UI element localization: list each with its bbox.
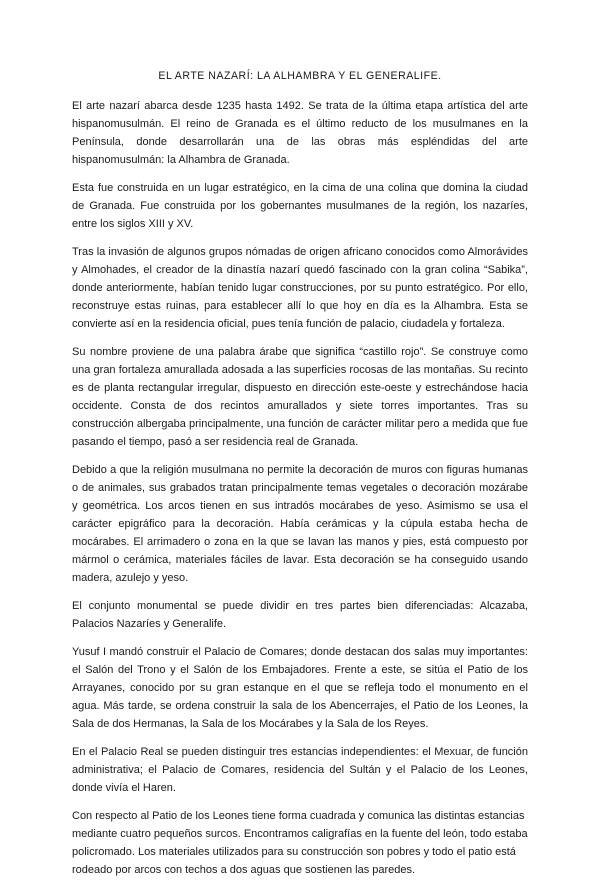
paragraph-name-origin: Su nombre proviene de una palabra árabe que significa “castillo rojo”. Se construye como una gran fortaleza amurallada adosada a las superficies rocosas de las montañas. Su recinto es de planta rectangular irregular, dispuesto en dirección este-oeste y estrechándose hacia occidente. Consta de dos recintos amurallados y siete torres importantes. Tras su construcción albergaba principalmente, una función de carácter militar pero a medida que fue pasando el tiempo, pasó a ser residencia real de Granada. xyxy=(72,346,528,448)
paragraph-divisions: El conjunto monumental se puede dividir en tres partes bien diferenciadas: Alcazaba, Palacios Nazaríes y Generalife. xyxy=(72,600,528,630)
document-title: EL ARTE NAZARÍ: LA ALHAMBRA Y EL GENERALIFE. xyxy=(158,70,442,82)
paragraph-intro: El arte nazarí abarca desde 1235 hasta 1492. Se trata de la última etapa artística del arte hispanomusulmán. El reino de Granada es el último reducto de los musulmanes en la Península, donde desarrollarán una de las obras más espléndidas del arte hispanomusulmán: la Alhambra de Granada. xyxy=(72,100,528,166)
paragraph-royal-palace: En el Palacio Real se pueden distinguir tres estancias independientes: el Mexuar, de función administrativa; el Palacio de Comares, residencia del Sultán y el Palacio de los Leones, donde vivía el Haren. xyxy=(72,746,528,794)
paragraph-patio-leones: Con respecto al Patio de los Leones tiene forma cuadrada y comunica las distintas estancias mediante cuatro pequeños surcos. Encontramos caligrafías en la fuente del león, todo estaba policromado. Los materiales utilizados para su construcción son pobres y todo el patio está rodeado por arcos con techos a dos aguas que sostienen las paredes. xyxy=(72,810,528,876)
document-body xyxy=(72,97,528,889)
paragraph-decoration: Debido a que la religión musulmana no permite la decoración de muros con figuras humanas o de animales, sus grabados tratan principalmente temas vegetales o decoración mozárabe y geométrica. Los arcos tienen en sus intradós mocárabes de yeso. Asimismo se usa el carácter epigráfico para la decoración. Había cerámicas y la cúpula estaba hecha de mocárabes. El arrimadero o zona en la que se lavan las manos y pies, está compuesto por mármol o cerámica, materiales fáciles de lavar. Esta decoración se ha conseguido usando madera, azulejo y yeso. xyxy=(72,464,528,584)
paragraph-location: Esta fue construida en un lugar estratégico, en la cima de una colina que domina la ciudad de Granada. Fue construida por los gobernantes musulmanes de la región, los nazaríes, entre los siglos XIII y XV. xyxy=(72,182,528,230)
paragraph-yusuf: Yusuf I mandó construir el Palacio de Comares; donde destacan dos salas muy importantes: el Salón del Trono y el Salón de los Embajadores. Frente a este, se sitúa el Patio de los Arrayanes, conocido por su gran estanque en el que se refleja todo el monumento en el agua. Más tarde, se ordena construir la sala de los Abencerrajes, el Patio de los Leones, la Sala de dos Hermanas, la Sala de los Mocárabes y la Sala de los Reyes. xyxy=(72,646,528,730)
paragraph-history: Tras la invasión de algunos grupos nómadas de origen africano conocidos como Almorávides y Almohades, el creador de la dinastía nazarí quedó fascinado con la gran colina “Sabika”, donde anteriormente, habían tenido lugar construcciones, por su punto estratégico. Por ello, reconstruye estas ruinas, para establecer allí lo que hoy en día es la Alhambra. Esta se convierte así en la residencia oficial, pues tenía función de palacio, ciudadela y fortaleza. xyxy=(72,246,528,330)
